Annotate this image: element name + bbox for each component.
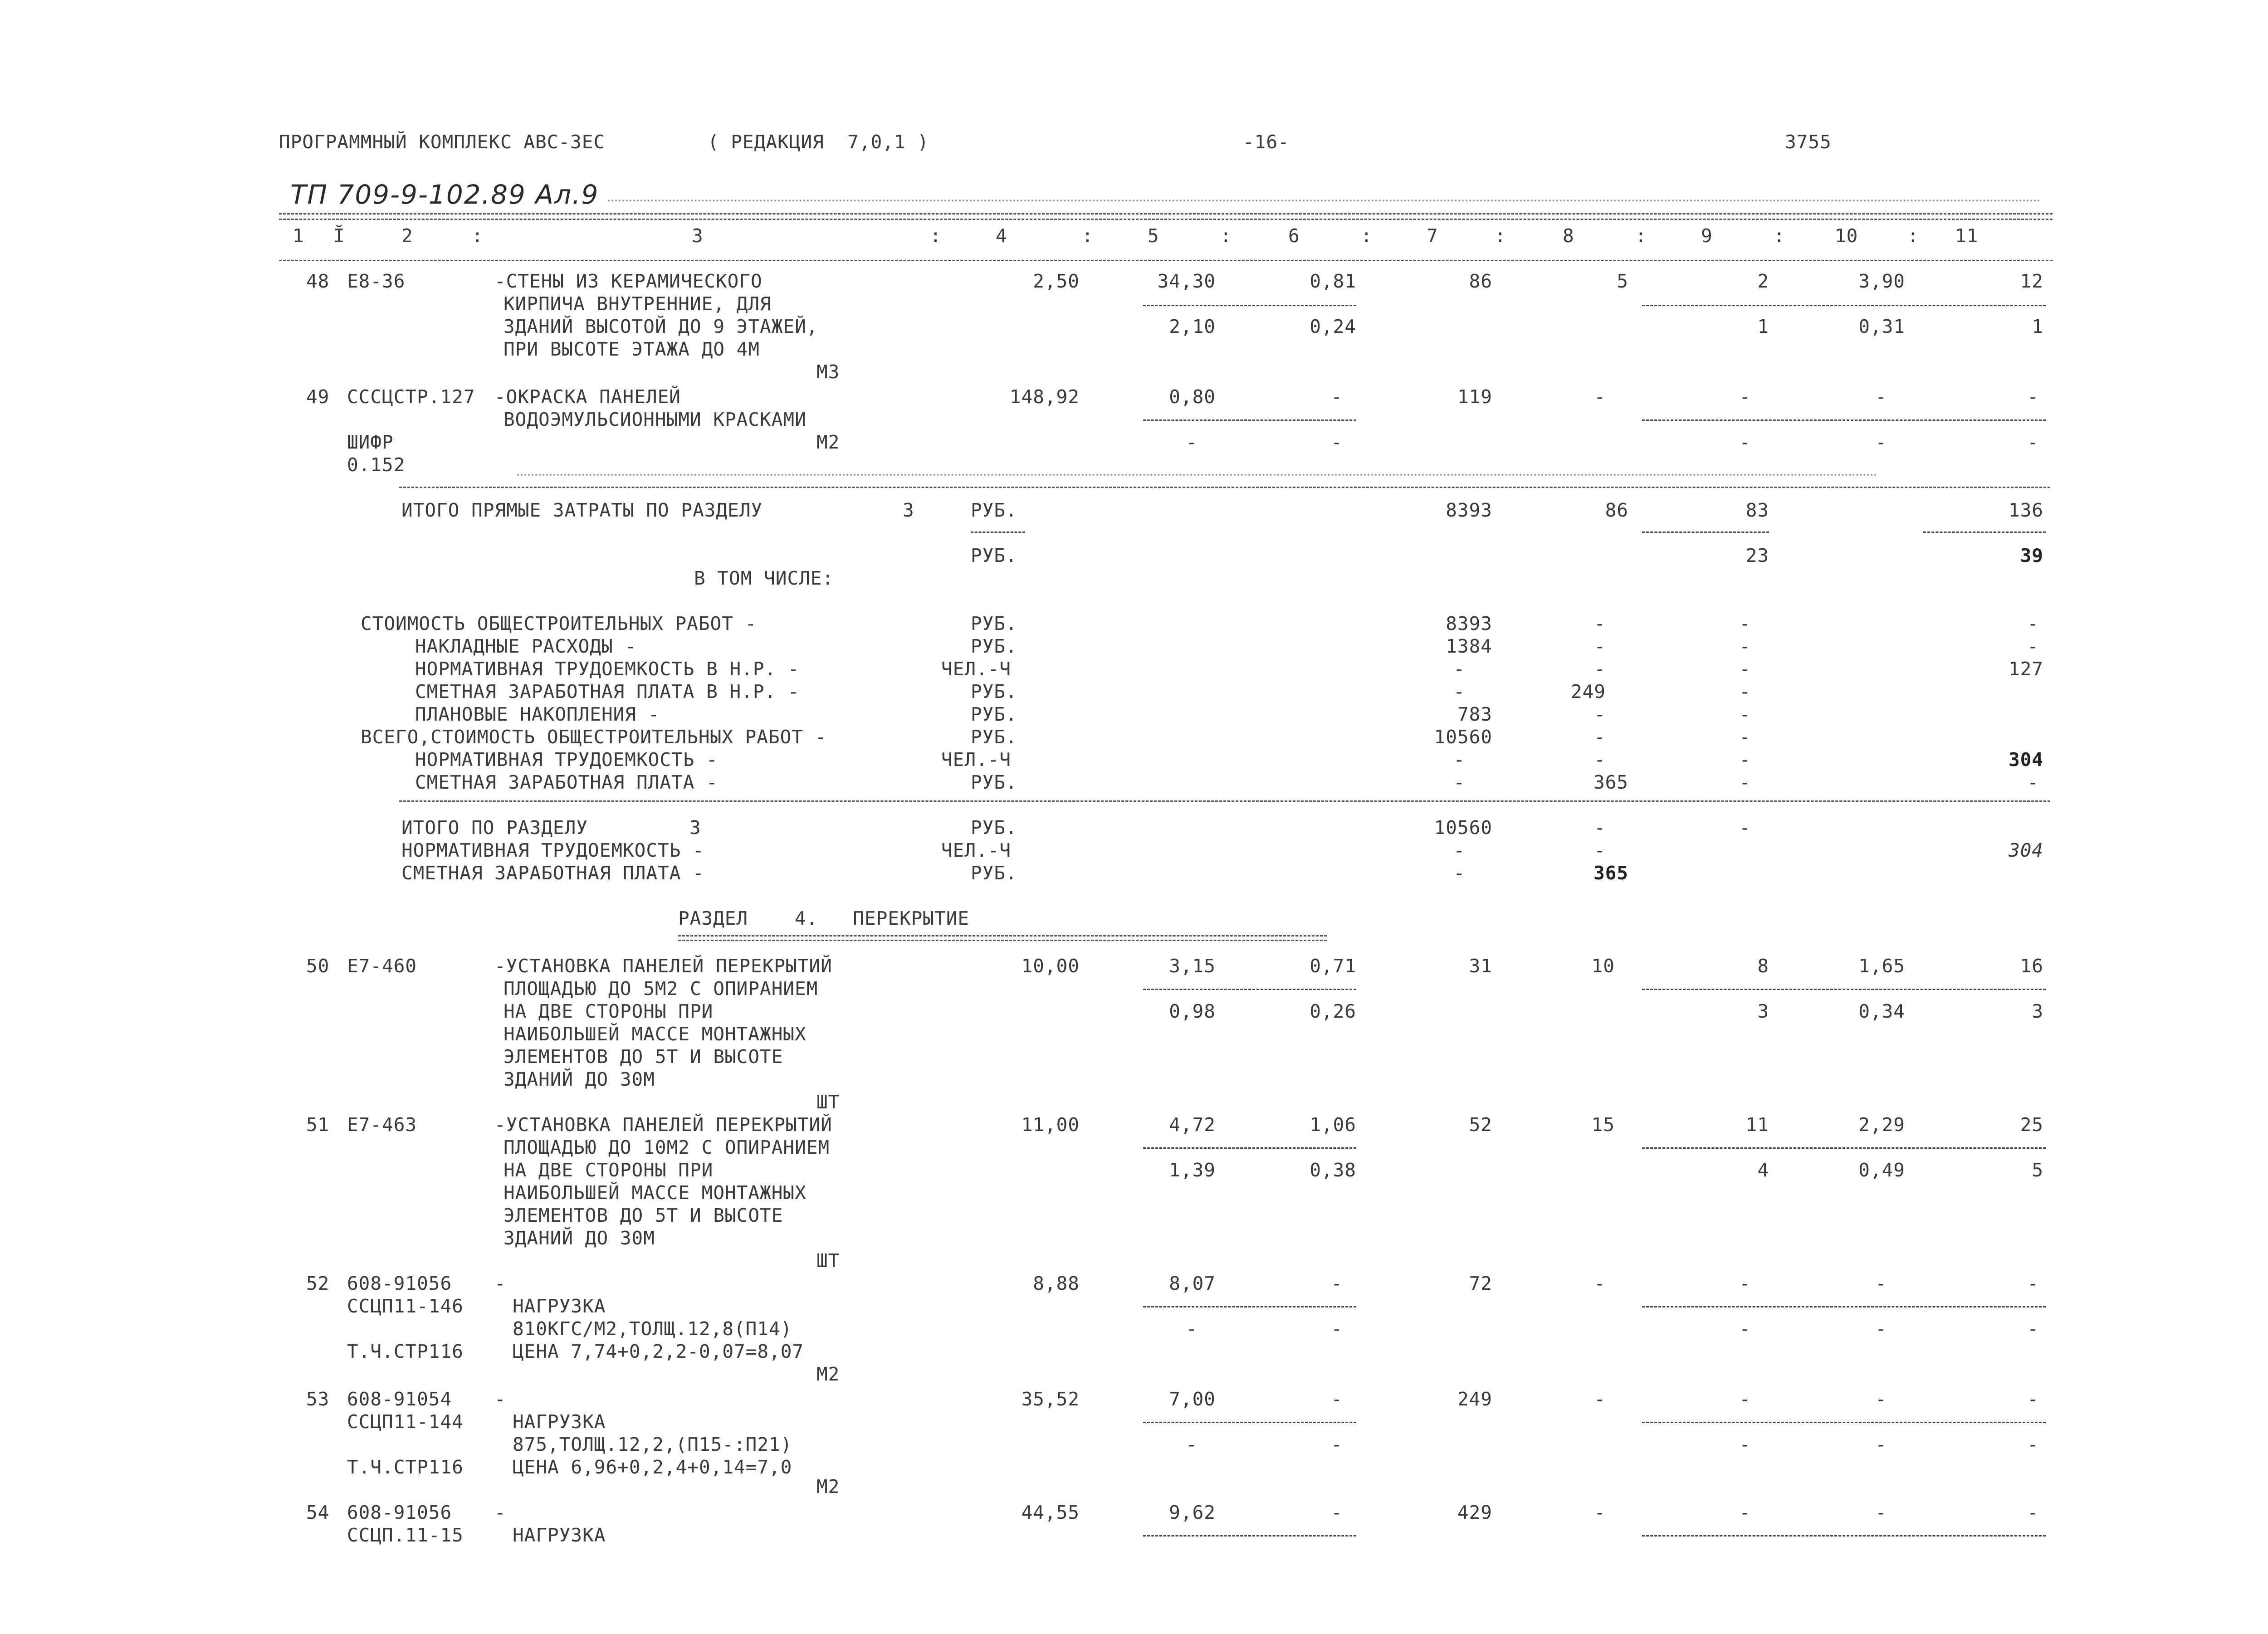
row-desc-line: ЦЕНА 6,96+0,2,4+0,14=7,0 — [513, 1456, 792, 1478]
col-sep: : — [1220, 225, 1232, 247]
cell-c10: 3,90 — [1858, 270, 1905, 292]
cell-qty: 11,00 — [1021, 1114, 1080, 1136]
col-header-11: 11 — [1955, 225, 1979, 247]
cell-c9: - — [1739, 1273, 1751, 1294]
cell-c5: 0,80 — [1169, 386, 1216, 408]
breakdown-c9: - — [1739, 635, 1751, 657]
breakdown-c8: - — [1594, 726, 1606, 748]
breakdown-c9: - — [1739, 749, 1751, 771]
cell-c9-lower: 3 — [1757, 1000, 1769, 1022]
cell-c5-lower: - — [1186, 431, 1198, 453]
breakdown-c7: - — [1453, 749, 1465, 771]
breakdown-unit: РУБ. — [971, 681, 1017, 702]
col-header-6: 6 — [1288, 225, 1300, 247]
split-line — [1642, 532, 1769, 533]
cell-c7: 86 — [1469, 270, 1492, 292]
total-unit: РУБ. — [971, 499, 1017, 521]
breakdown-c7: - — [1453, 771, 1465, 793]
cell-c11: - — [2027, 386, 2039, 408]
row-desc-line: ПРИ ВЫСОТЕ ЭТАЖА ДО 4М — [503, 338, 760, 360]
cell-c10-lower: 0,49 — [1858, 1159, 1905, 1181]
breakdown-c7: 1384 — [1446, 635, 1492, 657]
col-header-9: 9 — [1701, 225, 1713, 247]
cell-c11-lower: - — [2027, 431, 2039, 453]
breakdown-label: СМЕТНАЯ ЗАРАБОТНАЯ ПЛАТА В Н.Р. - — [415, 681, 800, 702]
row-code-3: Т.Ч.СТР116 — [347, 1341, 464, 1362]
cell-c6-lower: 0,24 — [1310, 316, 1356, 337]
row-desc-line: НАИБОЛЬШЕЙ МАССЕ МОНТАЖНЫХ — [503, 1023, 807, 1045]
cell-c9: - — [1739, 386, 1751, 408]
split-line — [1642, 1422, 2046, 1423]
row-number: 52 — [306, 1273, 330, 1294]
breakdown-unit: РУБ. — [971, 703, 1017, 725]
cell-c10-lower: - — [1875, 1318, 1887, 1340]
row-desc-line: -СТЕНЫ ИЗ КЕРАМИЧЕСКОГО — [494, 270, 763, 292]
cell-c9: - — [1739, 1388, 1751, 1410]
cell-c7: 52 — [1469, 1114, 1492, 1136]
row-number: 48 — [306, 270, 330, 292]
cell-c6: - — [1331, 386, 1343, 408]
row-desc-line: НАГРУЗКА — [513, 1411, 606, 1433]
col-sep: : — [1361, 225, 1373, 247]
final-unit: ЧЕЛ.-Ч — [941, 839, 1012, 861]
split-line — [1143, 1422, 1356, 1423]
split-line — [971, 532, 1025, 533]
cell-qty: 35,52 — [1021, 1388, 1080, 1410]
page-number: -16- — [1243, 131, 1290, 153]
final-c9: - — [1739, 817, 1751, 839]
cell-c7: 249 — [1457, 1388, 1492, 1410]
breakdown-label: СТОИМОСТЬ ОБЩЕСТРОИТЕЛЬНЫХ РАБОТ - — [361, 613, 757, 634]
col-header-10: 10 — [1835, 225, 1858, 247]
cell-c11-lower: - — [2027, 1434, 2039, 1455]
cell-qty: 44,55 — [1021, 1502, 1080, 1523]
row-unit: ШТ — [816, 1250, 840, 1272]
breakdown-c11: 304 — [2008, 749, 2043, 771]
total-unit-2: РУБ. — [971, 545, 1017, 566]
split-line — [1642, 419, 2046, 421]
breakdown-unit: РУБ. — [971, 635, 1017, 657]
row-unit: М2 — [816, 1363, 840, 1385]
col-header-7: 7 — [1427, 225, 1438, 247]
row-desc-line: КИРПИЧА ВНУТРЕННИЕ, ДЛЯ — [503, 293, 772, 315]
cell-c5: 9,62 — [1169, 1502, 1216, 1523]
row-desc-line: ЭЛЕМЕНТОВ ДО 5Т И ВЫСОТЕ — [503, 1205, 783, 1226]
breakdown-c7: - — [1453, 658, 1465, 680]
breakdown-c9: - — [1739, 658, 1751, 680]
cell-c8: - — [1594, 1388, 1606, 1410]
cell-c8: - — [1594, 1502, 1606, 1523]
row-desc-line: ЗДАНИЙ ДО 30М — [503, 1068, 655, 1090]
row-code: Е7-460 — [347, 955, 417, 977]
cell-c8: - — [1594, 1273, 1606, 1294]
cell-c10: 2,29 — [1858, 1114, 1905, 1136]
col-sep: : — [1082, 225, 1094, 247]
breakdown-c8: - — [1594, 749, 1606, 771]
breakdown-c7: - — [1453, 681, 1465, 702]
breakdown-c8: 249 — [1570, 681, 1606, 702]
col-header-5: 5 — [1148, 225, 1159, 247]
cell-c9-lower: 4 — [1757, 1159, 1769, 1181]
final-c11: 304 — [2008, 839, 2043, 861]
split-line — [1642, 1535, 2046, 1536]
final-c7: 10560 — [1434, 817, 1492, 839]
cell-c11-lower: - — [2027, 1318, 2039, 1340]
breakdown-c11: 127 — [2008, 658, 2043, 680]
cell-c7: 72 — [1469, 1273, 1492, 1294]
cell-c11-lower: 3 — [2032, 1000, 2043, 1022]
cell-c8: 10 — [1591, 955, 1615, 977]
row-unit: М3 — [816, 361, 840, 383]
total-section-num: 3 — [903, 499, 914, 521]
cell-c6-lower: - — [1331, 1318, 1343, 1340]
final-c7: - — [1453, 862, 1465, 884]
row-desc-line: НАГРУЗКА — [513, 1524, 606, 1546]
breakdown-unit: ЧЕЛ.-Ч — [941, 658, 1012, 680]
cell-c7: 429 — [1457, 1502, 1492, 1523]
cell-c10: - — [1875, 1502, 1887, 1523]
row-desc-line: -ОКРАСКА ПАНЕЛЕЙ — [494, 386, 681, 408]
col-sep: : — [1907, 225, 1919, 247]
cell-c6: 1,06 — [1310, 1114, 1356, 1136]
row-desc-line: НА ДВЕ СТОРОНЫ ПРИ — [503, 1159, 714, 1181]
cell-c5: 8,07 — [1169, 1273, 1216, 1294]
cell-c9: 2 — [1757, 270, 1769, 292]
row-number: 49 — [306, 386, 330, 408]
total-c9-lower: 23 — [1745, 545, 1769, 566]
cell-c10: 1,65 — [1858, 955, 1905, 977]
header-bottom-line — [279, 260, 2053, 261]
cell-c6: - — [1331, 1388, 1343, 1410]
breakdown-c9: - — [1739, 726, 1751, 748]
cell-c6: 0,81 — [1310, 270, 1356, 292]
row-desc-line: -УСТАНОВКА ПАНЕЛЕЙ ПЕРЕКРЫТИЙ — [494, 1114, 832, 1136]
row-code: 608-91056 — [347, 1273, 452, 1294]
cell-c11: - — [2027, 1388, 2039, 1410]
breakdown-c11: - — [2027, 635, 2039, 657]
row-desc-line: - — [494, 1502, 506, 1523]
section4-underline-2 — [678, 940, 1327, 941]
cell-c11: 25 — [2020, 1114, 2043, 1136]
cell-c5-lower: 0,98 — [1169, 1000, 1216, 1022]
breakdown-unit: РУБ. — [971, 726, 1017, 748]
cell-c8: 5 — [1617, 270, 1628, 292]
shifr-value: 0.152 — [347, 454, 406, 476]
col-header-4: 4 — [996, 225, 1007, 247]
row-code-2: ССЦП11-144 — [347, 1411, 464, 1433]
final-unit: РУБ. — [971, 862, 1017, 884]
total-c11: 136 — [2008, 499, 2043, 521]
total-c9: 83 — [1745, 499, 1769, 521]
cell-c11: - — [2027, 1502, 2039, 1523]
cell-c8: - — [1594, 386, 1606, 408]
final-num: 3 — [689, 817, 701, 839]
split-line — [1143, 1535, 1356, 1536]
cell-c5: 7,00 — [1169, 1388, 1216, 1410]
cell-c9: 11 — [1745, 1114, 1769, 1136]
row-desc-line: ЭЛЕМЕНТОВ ДО 5Т И ВЫСОТЕ — [503, 1046, 783, 1068]
split-line — [1642, 989, 2046, 990]
project-code: ТП 709-9-102.89 Ал.9 — [290, 179, 599, 210]
row-code: Е8-36 — [347, 270, 406, 292]
cell-c7: 31 — [1469, 955, 1492, 977]
cell-c10: - — [1875, 386, 1887, 408]
section4-title: РАЗДЕЛ 4. ПЕРЕКРЫТИЕ — [678, 907, 970, 929]
row-code: Е7-463 — [347, 1114, 417, 1136]
row-desc-line: -УСТАНОВКА ПАНЕЛЕЙ ПЕРЕКРЫТИЙ — [494, 955, 832, 977]
final-label: ИТОГО ПО РАЗДЕЛУ — [401, 817, 588, 839]
row-desc-line: ВОДОЭМУЛЬСИОННЫМИ КРАСКАМИ — [503, 409, 807, 430]
col-header-2: 2 — [401, 225, 413, 247]
col-header-8: 8 — [1563, 225, 1574, 247]
cell-c6-lower: - — [1331, 1434, 1343, 1455]
cell-c9-lower: - — [1739, 1318, 1751, 1340]
cell-c11: 12 — [2020, 270, 2043, 292]
cell-c10-lower: 0,31 — [1858, 316, 1905, 337]
cell-c10-lower: - — [1875, 431, 1887, 453]
cell-c10: - — [1875, 1273, 1887, 1294]
cell-c5-lower: 2,10 — [1169, 316, 1216, 337]
split-line — [1642, 1147, 2046, 1149]
row-desc-line: - — [494, 1388, 506, 1410]
breakdown-c8: - — [1594, 658, 1606, 680]
breakdown-label: СМЕТНАЯ ЗАРАБОТНАЯ ПЛАТА - — [415, 771, 718, 793]
table-top-line-2 — [279, 219, 2053, 220]
split-line — [1143, 1147, 1356, 1149]
program-title: ПРОГРАММНЫЙ КОМПЛЕКС АВС-3ЕС — [279, 131, 606, 153]
row-code-3: Т.Ч.СТР116 — [347, 1456, 464, 1478]
row-separator-dotted — [517, 474, 1878, 476]
cell-c11-lower: 5 — [2032, 1159, 2043, 1181]
cell-c7: 119 — [1457, 386, 1492, 408]
cell-c10-lower: 0,34 — [1858, 1000, 1905, 1022]
row-code: СССЦСТР.127 — [347, 386, 475, 408]
final-c8: - — [1594, 817, 1606, 839]
breakdown-c8: 365 — [1593, 771, 1628, 793]
breakdown-c9: - — [1739, 613, 1751, 634]
breakdown-c9: - — [1739, 703, 1751, 725]
cell-c10: - — [1875, 1388, 1887, 1410]
row-unit: М2 — [816, 1476, 840, 1497]
row-code-2: ССЦП11-146 — [347, 1295, 464, 1317]
col-header-3: 3 — [692, 225, 704, 247]
cell-c10-lower: - — [1875, 1434, 1887, 1455]
cell-c5: 3,15 — [1169, 955, 1216, 977]
breakdown-label: НОРМАТИВНАЯ ТРУДОЕМКОСТЬ - — [415, 749, 718, 771]
cell-c11: - — [2027, 1273, 2039, 1294]
row-desc-line: НАГРУЗКА — [513, 1295, 606, 1317]
breakdown-unit: РУБ. — [971, 771, 1017, 793]
split-line — [1642, 1306, 2046, 1307]
breakdown-c7: 783 — [1457, 703, 1492, 725]
row-number: 54 — [306, 1502, 330, 1523]
cell-c11-lower: 1 — [2032, 316, 2043, 337]
breakdown-c11: - — [2027, 613, 2039, 634]
final-unit: РУБ. — [971, 817, 1017, 839]
col-sep: : — [1774, 225, 1785, 247]
row-unit: ШТ — [816, 1091, 840, 1113]
breakdown-c7: 8393 — [1446, 613, 1492, 634]
row-desc-line: ПЛОЩАДЬЮ ДО 10М2 С ОПИРАНИЕМ — [503, 1136, 830, 1158]
breakdown-c11: - — [2027, 771, 2039, 793]
total-c11-lower: 39 — [2020, 545, 2043, 566]
final-label: СМЕТНАЯ ЗАРАБОТНАЯ ПЛАТА - — [401, 862, 704, 884]
col-sep: : — [472, 225, 484, 247]
breakdown-c9: - — [1739, 771, 1751, 793]
row-code: 608-91054 — [347, 1388, 452, 1410]
document-number: 3755 — [1785, 131, 1832, 153]
cell-c6: - — [1331, 1273, 1343, 1294]
shifr-label: ШИФР — [347, 431, 394, 453]
cell-c6: 0,71 — [1310, 955, 1356, 977]
breakdown-c8: - — [1594, 613, 1606, 634]
row-desc-line: ЗДАНИЙ ВЫСОТОЙ ДО 9 ЭТАЖЕЙ, — [503, 316, 818, 337]
cell-c9: - — [1739, 1502, 1751, 1523]
col-sep: : — [930, 225, 942, 247]
col-sep: : — [1635, 225, 1647, 247]
cell-qty: 8,88 — [1033, 1273, 1080, 1294]
split-line — [1143, 989, 1356, 990]
breakdown-c7: 10560 — [1434, 726, 1492, 748]
cell-c9-lower: - — [1739, 431, 1751, 453]
cell-c5: 4,72 — [1169, 1114, 1216, 1136]
header-dotted-line — [608, 200, 2041, 201]
section4-underline — [678, 935, 1327, 937]
cell-c9-lower: 1 — [1757, 316, 1769, 337]
cell-c6-lower: - — [1331, 431, 1343, 453]
breakdown-label: НАКЛАДНЫЕ РАСХОДЫ - — [415, 635, 636, 657]
row-desc-line: НАИБОЛЬШЕЙ МАССЕ МОНТАЖНЫХ — [503, 1182, 807, 1204]
cell-c6-lower: 0,26 — [1310, 1000, 1356, 1022]
final-c7: - — [1453, 839, 1465, 861]
table-top-line — [279, 213, 2053, 215]
row-code: 608-91056 — [347, 1502, 452, 1523]
row-desc-line: ЦЕНА 7,74+0,2,2-0,07=8,07 — [513, 1341, 804, 1362]
split-line — [1143, 1306, 1356, 1307]
final-label: НОРМАТИВНАЯ ТРУДОЕМКОСТЬ - — [401, 839, 704, 861]
col-sep: Ĭ — [333, 225, 345, 247]
split-line — [1923, 532, 2046, 533]
breakdown-c9: - — [1739, 681, 1751, 702]
cell-qty: 2,50 — [1033, 270, 1080, 292]
cell-c9: 8 — [1757, 955, 1769, 977]
cell-qty: 10,00 — [1021, 955, 1080, 977]
cell-c6: - — [1331, 1502, 1343, 1523]
cell-c5-lower: 1,39 — [1169, 1159, 1216, 1181]
row-code-2: ССЦП.11-15 — [347, 1524, 464, 1546]
row-number: 50 — [306, 955, 330, 977]
breakdown-unit: ЧЕЛ.-Ч — [941, 749, 1012, 771]
breakdown-label: ПЛАНОВЫЕ НАКОПЛЕНИЯ - — [415, 703, 660, 725]
row-desc-line: - — [494, 1273, 506, 1294]
breakdown-label: ВСЕГО,СТОИМОСТЬ ОБЩЕСТРОИТЕЛЬНЫХ РАБОТ - — [361, 726, 827, 748]
breakdown-c8: - — [1594, 703, 1606, 725]
row-number: 51 — [306, 1114, 330, 1136]
breakdown-unit: РУБ. — [971, 613, 1017, 634]
cell-c5: 34,30 — [1157, 270, 1216, 292]
cell-c9-lower: - — [1739, 1434, 1751, 1455]
row-desc-line: НА ДВЕ СТОРОНЫ ПРИ — [503, 1000, 714, 1022]
col-sep: : — [1495, 225, 1506, 247]
cell-c8: 15 — [1591, 1114, 1615, 1136]
section-line — [399, 487, 2050, 488]
breakdown-label: НОРМАТИВНАЯ ТРУДОЕМКОСТЬ В Н.Р. - — [415, 658, 800, 680]
row-desc-line: ПЛОЩАДЬЮ ДО 5М2 С ОПИРАНИЕМ — [503, 978, 818, 1000]
row-desc-line: 875,ТОЛЩ.12,2,(П15-:П21) — [513, 1434, 792, 1455]
section-line — [399, 800, 2050, 802]
cell-qty: 148,92 — [1009, 386, 1080, 408]
cell-c5-lower: - — [1186, 1318, 1198, 1340]
final-c8: - — [1594, 839, 1606, 861]
row-desc-line: 810КГС/М2,ТОЛЩ.12,8(П14) — [513, 1318, 792, 1340]
col-header-1: 1 — [293, 225, 304, 247]
total-c8: 86 — [1605, 499, 1628, 521]
total-c7: 8393 — [1446, 499, 1492, 521]
split-line — [1143, 419, 1356, 421]
row-number: 53 — [306, 1388, 330, 1410]
total-label: ИТОГО ПРЯМЫЕ ЗАТРАТЫ ПО РАЗДЕЛУ — [401, 499, 763, 521]
edition-label: ( РЕДАКЦИЯ 7,0,1 ) — [708, 131, 929, 153]
cell-c6-lower: 0,38 — [1310, 1159, 1356, 1181]
split-line — [1143, 305, 1356, 306]
breakdown-c8: - — [1594, 635, 1606, 657]
cell-c11: 16 — [2020, 955, 2043, 977]
including-label: В ТОМ ЧИСЛЕ: — [694, 567, 834, 589]
row-desc-line: ЗДАНИЙ ДО 30М — [503, 1227, 655, 1249]
split-line — [1642, 305, 2046, 306]
cell-c5-lower: - — [1186, 1434, 1198, 1455]
final-c8: 365 — [1593, 862, 1628, 884]
row-unit: М2 — [816, 431, 840, 453]
